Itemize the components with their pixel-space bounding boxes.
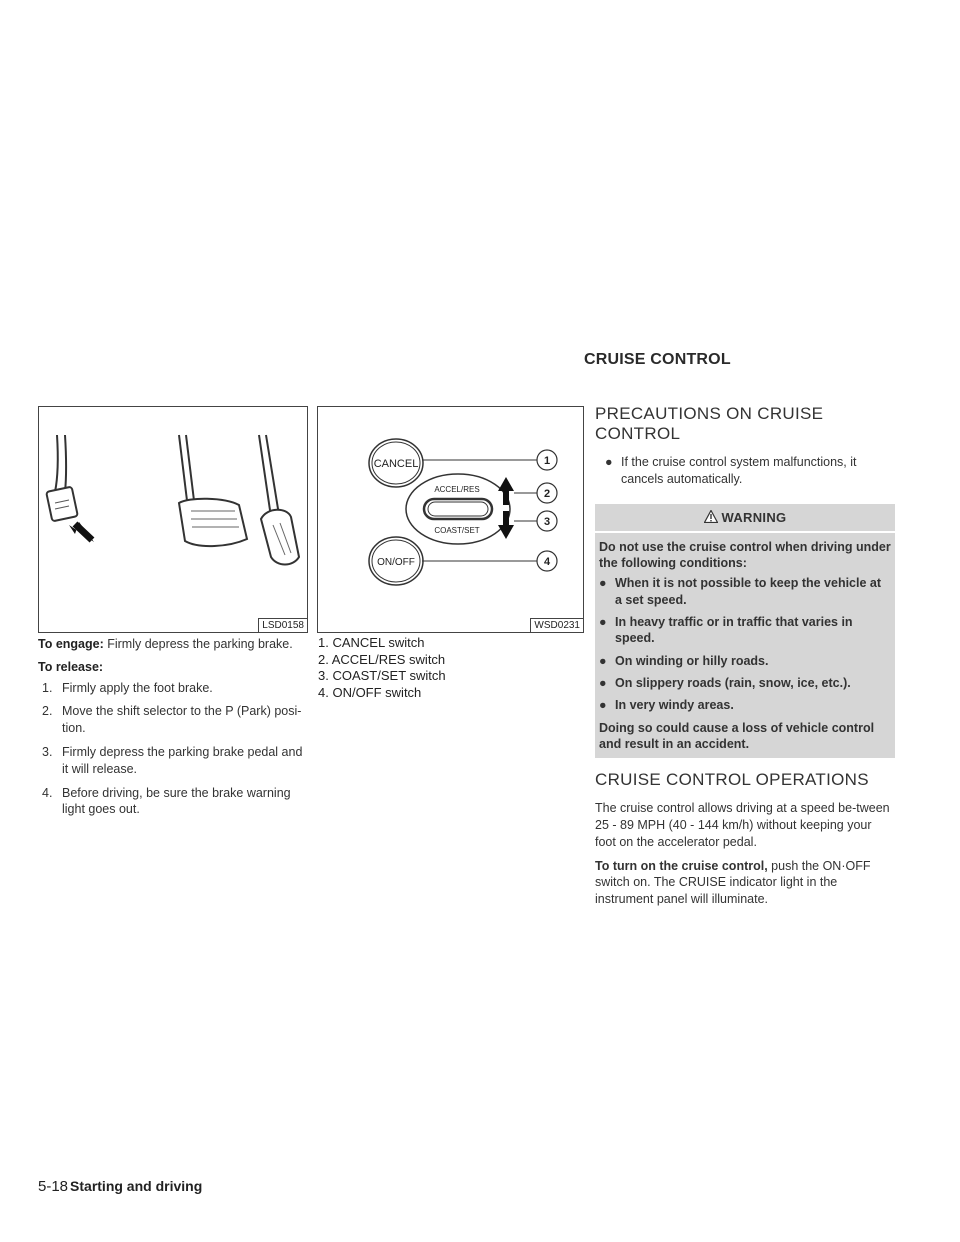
cruise-switch-illustration <box>318 407 583 632</box>
on-off-label: ON/OFF <box>377 557 415 568</box>
parking-brake-text <box>38 636 308 825</box>
list-item: 4. ON/OFF switch <box>318 684 422 700</box>
step-number: 4. <box>42 785 53 800</box>
parking-brake-illustration <box>39 407 307 632</box>
list-item <box>599 675 891 691</box>
bullet-icon: ● <box>599 653 607 668</box>
bullet-icon: ● <box>599 615 607 630</box>
parking-brake-figure <box>38 406 308 633</box>
list-item: 2. ACCEL/RES switch <box>318 651 446 667</box>
switch-list <box>318 635 578 701</box>
coast-set-label: COAST/SET <box>434 526 480 535</box>
warning-item-text: When it is not possible to keep the vehicle at a set speed. <box>615 576 882 607</box>
precaution-bullet <box>595 454 895 488</box>
step-text: Firmly apply the foot brake. <box>62 680 213 695</box>
bullet-icon: ● <box>599 698 607 713</box>
precautions-heading-line1: PRECAUTIONS ON CRUISE <box>595 404 824 423</box>
warning-item-text: In very windy areas. <box>615 698 734 713</box>
page-footer <box>38 1178 202 1195</box>
warning-header <box>595 504 895 533</box>
list-item <box>599 614 891 647</box>
accel-res-label: ACCEL/RES <box>434 485 480 494</box>
cancel-label: CANCEL <box>373 458 419 470</box>
callout-3: 3 <box>543 516 551 528</box>
warning-item-text: On slippery roads (rain, snow, ice, etc.). <box>615 675 851 690</box>
list-item <box>599 653 891 669</box>
callout-4: 4 <box>543 556 551 568</box>
precautions-heading-line2: CONTROL <box>595 424 681 443</box>
release-steps <box>38 680 308 819</box>
figure-code: WSD0231 <box>530 618 583 632</box>
chapter-title: Starting and driving <box>70 1178 203 1194</box>
list-item <box>38 703 308 737</box>
page-number: 5-18 <box>38 1178 69 1195</box>
warning-title: WARNING <box>721 509 787 525</box>
bullet-icon: ● <box>605 455 613 469</box>
bullet-icon: ● <box>599 576 607 591</box>
section-title: CRUISE CONTROL <box>584 351 731 368</box>
step-text: Before driving, be sure the brake warning light goes out. <box>62 785 291 817</box>
warning-item-text: On winding or hilly roads. <box>615 653 769 668</box>
step-number: 2. <box>42 704 53 719</box>
engage-paragraph <box>38 636 308 653</box>
callout-1: 1 <box>543 455 551 467</box>
release-label: To release: <box>38 659 104 674</box>
precaution-text: If the cruise control system malfunctions, it cancels automatically. <box>621 455 857 486</box>
step-number: 3. <box>42 744 53 759</box>
engage-text: Firmly depress the parking brake. <box>103 637 293 651</box>
list-item <box>599 575 891 608</box>
warning-outro: Doing so could cause a loss of vehicle control and result in an accident. <box>599 720 875 751</box>
warning-item-text: In heavy traffic or in traffic that varies in speed. <box>615 615 853 646</box>
operations-heading: CRUISE CONTROL OPERATIONS <box>595 770 869 790</box>
engage-label: To engage: <box>38 637 104 651</box>
list-item <box>38 785 308 819</box>
list-item <box>599 697 891 713</box>
operations-para2-bold: To turn on the cruise control, <box>595 858 768 873</box>
list-item: 3. COAST/SET switch <box>318 668 446 684</box>
callout-2: 2 <box>543 488 551 500</box>
cruise-switch-figure <box>317 406 584 633</box>
bullet-icon: ● <box>599 675 607 690</box>
step-text: Move the shift selector to the P (Park) posi-tion. <box>62 704 302 736</box>
list-item: 1. CANCEL switch <box>318 635 425 650</box>
precautions-heading <box>595 404 895 444</box>
operations-para2 <box>595 858 895 908</box>
operations-para2-text: push the ON·OFF switch on. The CRUISE indicator light in the instrument panel will illuminate. <box>595 858 871 907</box>
warning-icon <box>704 510 718 523</box>
warning-intro: Do not use the cruise control when driving under the following conditions: <box>599 539 891 571</box>
release-label-paragraph <box>38 659 308 676</box>
step-number: 1. <box>42 680 53 695</box>
list-item <box>38 680 308 697</box>
warning-box <box>595 504 895 759</box>
list-item <box>38 744 308 778</box>
step-text: Firmly depress the parking brake pedal and it will release. <box>62 744 303 776</box>
figure-code: LSD0158 <box>258 618 307 632</box>
precautions-column <box>595 404 895 908</box>
operations-para1: The cruise control allows driving at a speed be-tween 25 - 89 MPH (40 - 144 km/h) without keeping your foot on the accelerator pedal. <box>595 801 890 849</box>
